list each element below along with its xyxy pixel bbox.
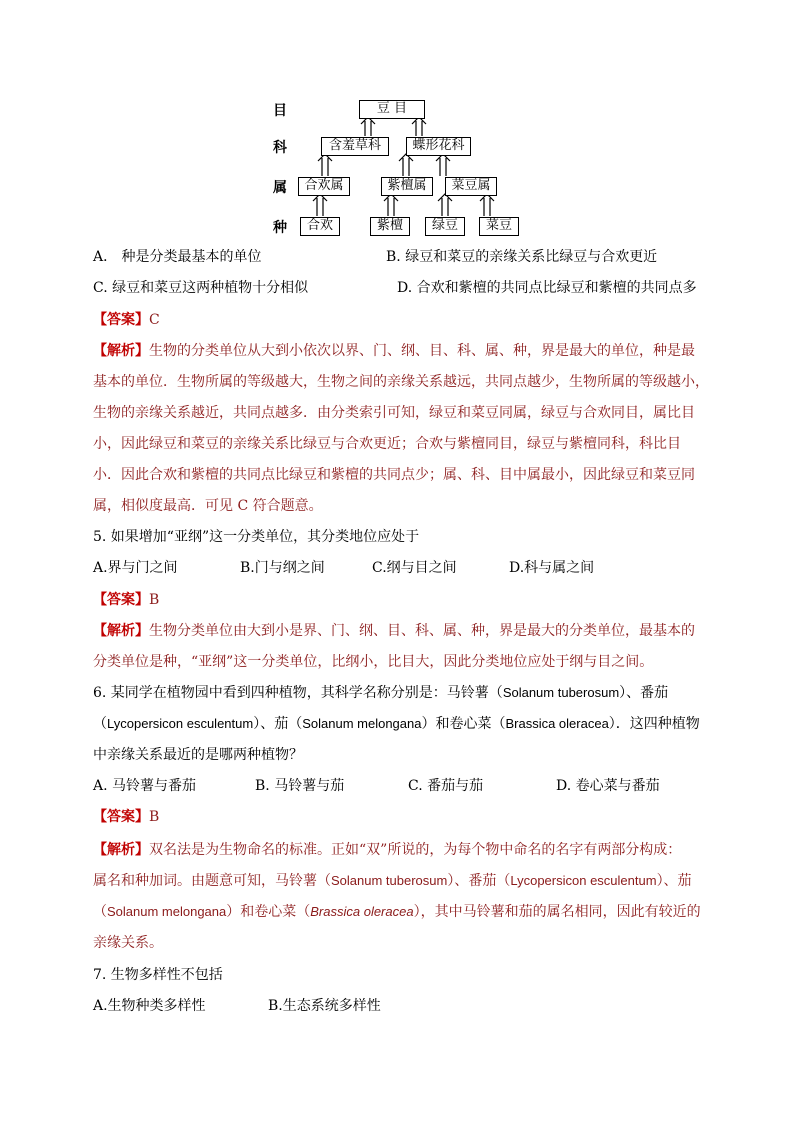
q7-stem: 7. 生物多样性不包括: [93, 967, 223, 983]
q4-option-b: B. 绿豆和菜豆的亲缘关系比绿豆与合欢更近: [386, 249, 658, 265]
rank-label-species: 种: [273, 220, 287, 236]
q6-option-a: A. 马铃薯与番茄: [93, 778, 197, 794]
q4-option-c: C. 绿豆和菜豆这两种植物十分相似: [93, 280, 309, 296]
q6-option-b: B. 马铃薯与茄: [255, 778, 345, 794]
q6-analysis-line-1: 【解析】双名法是为生物命名的标准。正如“双”所说的，为每个物中命名的名字有两部分构成：: [93, 842, 682, 858]
q4-analysis-line-3: 生物的亲缘关系越近，共同点越多．由分类索引可知，绿豆和菜豆同属，绿豆与合欢同目，属比目: [93, 405, 695, 421]
q6-answer: 【答案】B: [93, 809, 160, 825]
q6-stem-line-2: （Lycopersicon esculentum）、茄（Solanum melongana）和卷心菜（Brassica oleracea）．这四种植物: [93, 716, 700, 732]
q6-analysis-line-4: 亲缘关系。: [93, 935, 163, 951]
analysis-tag: 【解析】: [93, 343, 149, 359]
q4-analysis-line-4: 小，因此绿豆和菜豆的亲缘关系比绿豆与合欢更近；合欢与紫檀同目，绿豆与紫檀同科，科比目: [93, 436, 681, 452]
species-box-bean: 菜豆: [479, 217, 519, 236]
q6-stem-line-1: 6. 某同学在植物园中看到四种植物，其科学名称分别是：马铃薯（Solanum tuberosum）、番茄: [93, 685, 669, 701]
q6-analysis-line-2: 属名和种加词。由题意可知，马铃薯（Solanum tuberosum）、番茄（Lycopersicon esculentum）、茄: [93, 873, 692, 889]
species-box-pterocarpus: 紫檀: [370, 217, 410, 236]
q4-analysis-line-1: 【解析】生物的分类单位从大到小依次以界、门、纲、目、科、属、种，界是最大的单位，种是最: [93, 343, 695, 359]
q5-option-c: C.纲与目之间: [372, 560, 457, 576]
q5-analysis-line-2: 分类单位是种，“亚纲”这一分类单位，比纲小，比目大，因此分类地位应处于纲与目之间。: [93, 654, 654, 670]
q5-option-d: D.科与属之间: [509, 560, 595, 576]
q6-analysis-line-3: （Solanum melongana）和卷心菜（Brassica oleracea），其中马铃薯和茄的属名相同，因此有较近的: [93, 904, 701, 920]
order-box: 豆 目: [359, 100, 425, 119]
q4-option-a: A． 种是分类最基本的单位: [93, 249, 262, 265]
q4-analysis-line-5: 小．因此合欢和紫檀的共同点比绿豆和紫檀的共同点少；属、科、目中属最小，因此绿豆和菜豆同: [93, 467, 695, 483]
species-box-mungbean: 绿豆: [425, 217, 465, 236]
q4-option-d: D. 合欢和紫檀的共同点比绿豆和紫檀的共同点多: [397, 280, 697, 296]
q4-analysis-line-6: 属，相似度最高．可见 C 符合题意。: [93, 498, 323, 514]
answer-value: C: [149, 312, 160, 328]
rank-label-order: 目: [273, 103, 287, 119]
q7-option-b: B.生态系统多样性: [268, 998, 381, 1014]
family-box-mimosaceae: 含羞草科: [321, 137, 389, 156]
q4-answer: [93, 310, 160, 330]
rank-label-genus: 属: [273, 180, 287, 196]
answer-tag: 【答案】: [93, 312, 149, 328]
q5-option-b: B.门与纲之间: [240, 560, 325, 576]
q7-option-a: A.生物种类多样性: [93, 998, 206, 1014]
genus-box-phaseolus: 菜豆属: [445, 177, 497, 196]
q5-option-a: A.界与门之间: [93, 560, 178, 576]
q6-option-d: D. 卷心菜与番茄: [556, 778, 660, 794]
q5-stem: 5. 如果增加“亚纲”这一分类单位，其分类地位应处于: [93, 529, 420, 545]
q5-answer: 【答案】B: [93, 592, 160, 608]
q4-analysis-line-2: 基本的单位．生物所属的等级越大，生物之间的亲缘关系越远，共同点越少，生物所属的等级越小，: [93, 374, 709, 390]
genus-box-pterocarpus: 紫檀属: [381, 177, 433, 196]
rank-label-family: 科: [273, 140, 287, 156]
q6-option-c: C. 番茄与茄: [408, 778, 484, 794]
q6-stem-line-3: 中亲缘关系最近的是哪两种植物？: [93, 747, 303, 763]
genus-box-albizia: 合欢属: [298, 177, 350, 196]
family-box-papilionaceae: 蝶形花科: [406, 137, 471, 156]
q5-analysis-line-1: 【解析】生物分类单位由大到小是界、门、纲、目、科、属、种，界是最大的分类单位，最基本的: [93, 623, 695, 639]
species-box-albizia: 合欢: [300, 217, 340, 236]
